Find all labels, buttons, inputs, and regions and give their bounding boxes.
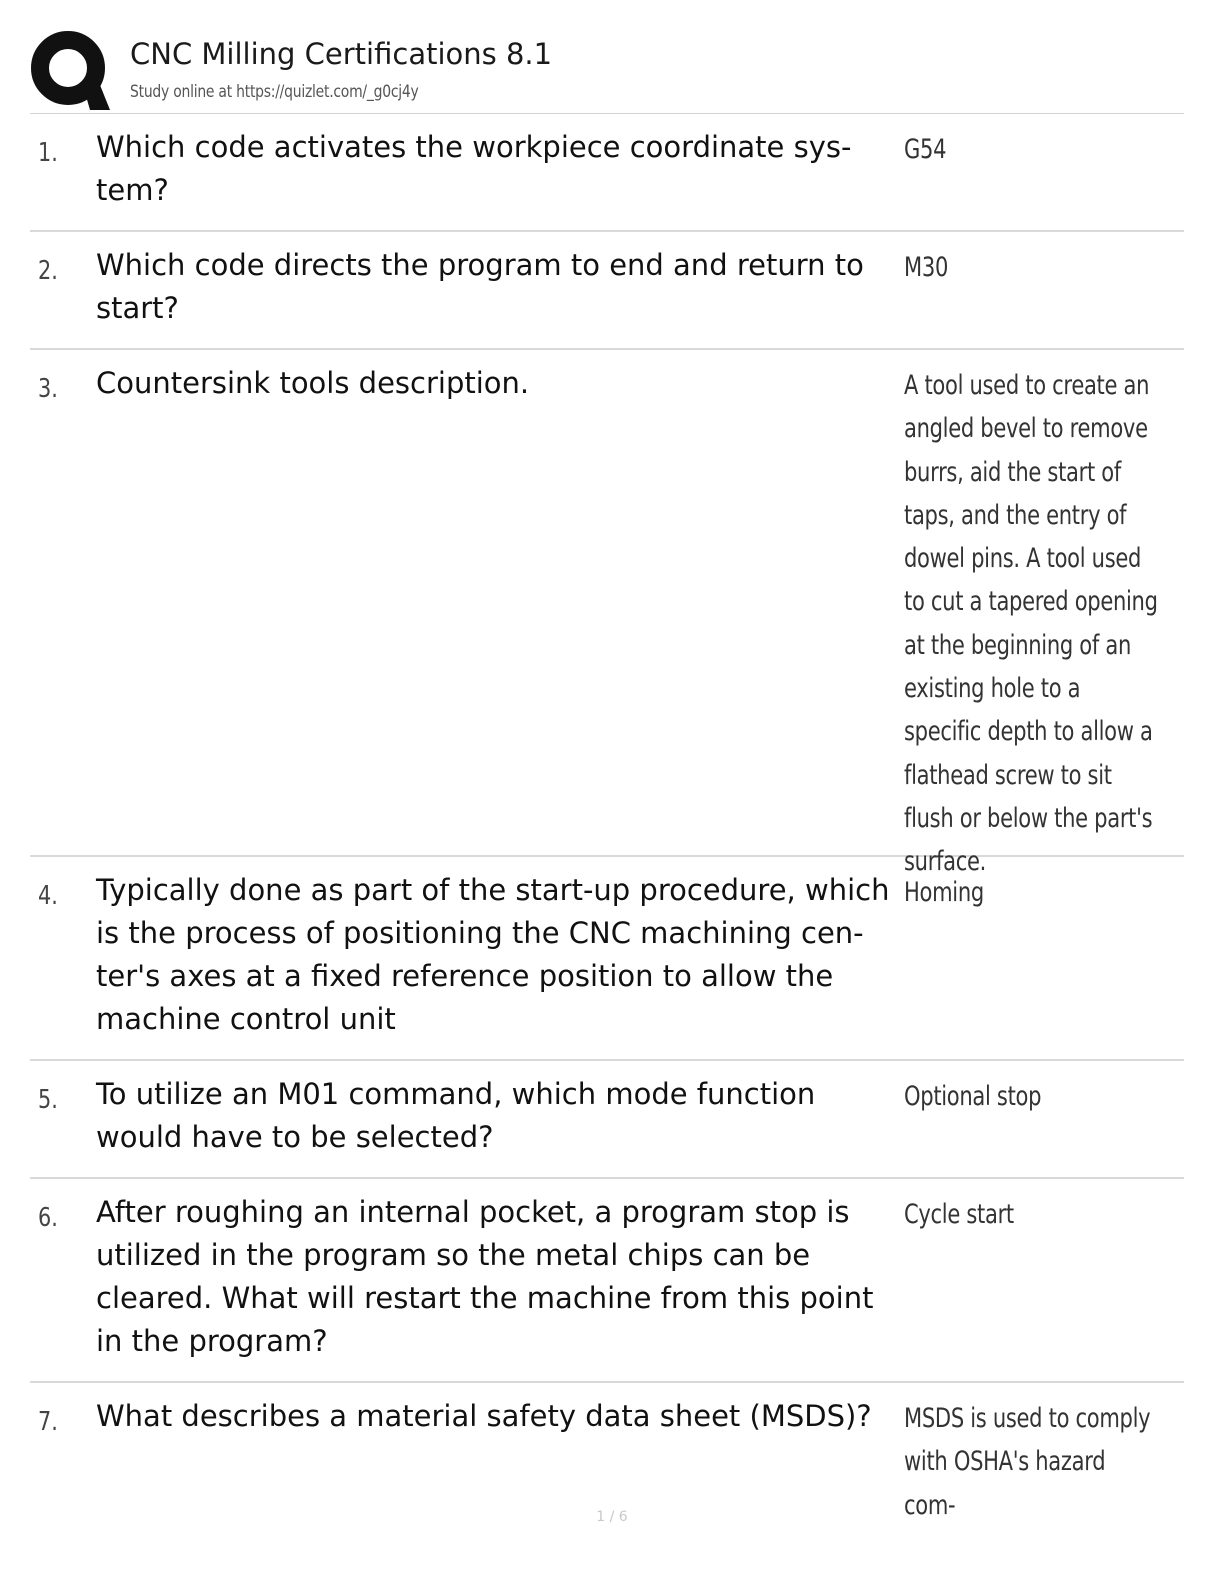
page-header (30, 28, 1184, 114)
flashcard-row (30, 1179, 1184, 1383)
card-term: To utilize an M01 command, which mode function would have to be selected? (96, 1077, 816, 1154)
card-term: After roughing an internal pocket, a program stop is utilized in the program so the metal chips can be cleared. What will restart the machine from this point in the program? (96, 1195, 874, 1358)
card-number: 3. (38, 374, 58, 404)
card-number: 7. (38, 1407, 58, 1437)
card-number: 2. (38, 256, 58, 286)
card-definition: Homing (904, 877, 984, 908)
card-term: Which code directs the program to end and return to start? (96, 248, 864, 325)
card-definition: M30 (904, 252, 949, 283)
page-title: CNC Milling Certifications 8.1 (130, 37, 553, 71)
page-indicator: 1 / 6 (596, 1509, 628, 1525)
study-online-link[interactable]: Study online at https://quizlet.com/_g0cj4y (130, 82, 419, 102)
flashcard-row (30, 350, 1184, 878)
card-term: What describes a material safety data sheet (MSDS)? (96, 1399, 872, 1433)
flashcard-row (30, 114, 1184, 232)
card-number: 1. (38, 138, 58, 168)
flashcard-row (30, 857, 1184, 1061)
quizlet-q-logo-icon (30, 30, 110, 110)
card-definition: MSDS is used to comply with OSHA's hazard com- (904, 1403, 1151, 1521)
card-definition: Optional stop (904, 1081, 1042, 1112)
card-definition: Cycle start (904, 1199, 1014, 1230)
card-term: Which code activates the workpiece coordinate sys-tem? (96, 130, 852, 207)
card-number: 5. (38, 1085, 58, 1115)
card-definition: G54 (904, 134, 947, 165)
card-term: Countersink tools description. (96, 366, 530, 400)
card-definition: A tool used to create an angled bevel to remove burrs, aid the start of taps, and the entry of dowel pins. A tool used to cut a tapered opening at the beginning of an existing hole to a specific depth to allow a flathead screw to sit flush or below the part's surface. (904, 370, 1158, 878)
flashcard-row (30, 1061, 1184, 1179)
card-number: 6. (38, 1203, 58, 1233)
flashcard-row (30, 232, 1184, 350)
card-number: 4. (38, 881, 58, 911)
card-term: Typically done as part of the start-up procedure, which is the process of positioning the CNC machining cen-ter's axes at a fixed reference position to allow the machine control unit (96, 873, 890, 1036)
